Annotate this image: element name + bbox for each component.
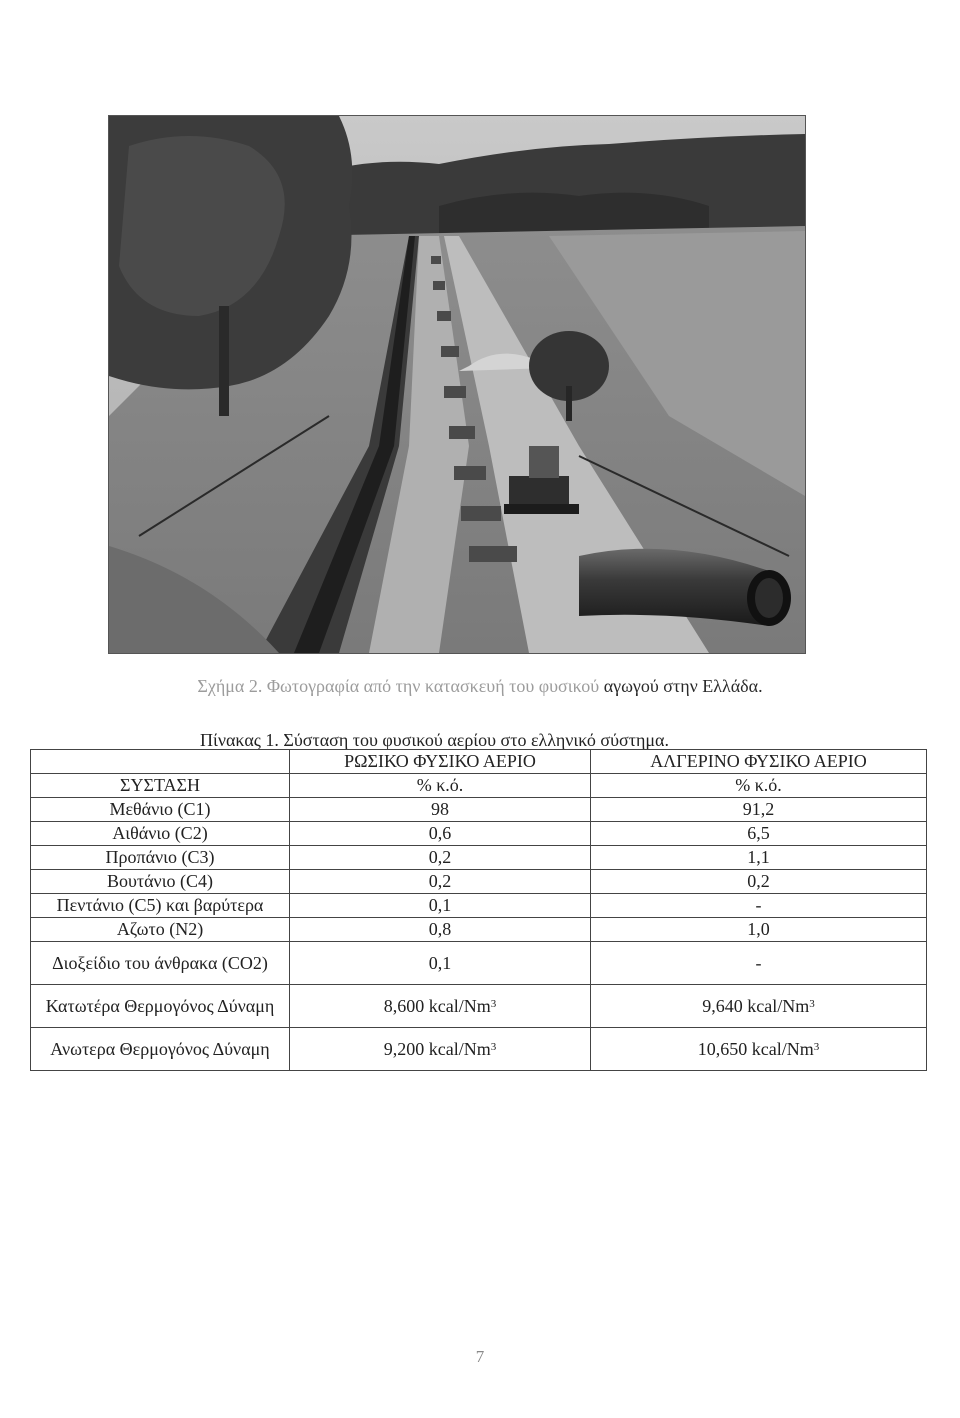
table-row <box>31 822 927 846</box>
value-text: 10,650 kcal/Nm <box>697 1038 814 1059</box>
row-russian-value: 0,2 <box>290 870 591 894</box>
row-algerian-value: 6,5 <box>591 822 927 846</box>
table-row <box>31 846 927 870</box>
subheader-cell-composition: ΣΥΣΤΑΣΗ <box>31 774 290 798</box>
table-row-lower-heating-value <box>31 985 927 1028</box>
figure-caption <box>0 676 960 697</box>
table-row <box>31 942 927 985</box>
row-algerian-value: - <box>591 894 927 918</box>
table-row <box>31 918 927 942</box>
row-label: Προπάνιο (C3) <box>31 846 290 870</box>
header-cell-algerian: ΑΛΓΕΡΙΝΟ ΦΥΣΙΚΟ ΑΕΡΙΟ <box>591 750 927 774</box>
table-title: Πίνακας 1. Σύσταση του φυσικού αερίου στο ελληνικό σύστημα. <box>200 730 669 750</box>
figure-caption-lead: Σχήμα 2. Φωτογραφία από την κατασκευή του φυσικού <box>197 676 600 696</box>
row-label: Διοξείδιο του άνθρακα (CO2) <box>31 942 290 985</box>
row-russian-value <box>290 985 591 1028</box>
row-algerian-value: - <box>591 942 927 985</box>
row-russian-value: 0,8 <box>290 918 591 942</box>
value-text: 9,640 kcal/Nm <box>702 995 810 1016</box>
subheader-cell-russian-unit: % κ.ό. <box>290 774 591 798</box>
value-text: 9,200 kcal/Nm <box>383 1038 491 1059</box>
page-number: 7 <box>475 1347 485 1366</box>
row-label: Ανωτερα Θερμογόνος Δύναμη <box>31 1028 290 1071</box>
row-algerian-value: 1,1 <box>591 846 927 870</box>
table-row-higher-heating-value <box>31 1028 927 1071</box>
gas-composition-table <box>30 749 927 1071</box>
row-russian-value: 0,1 <box>290 894 591 918</box>
table-body <box>31 750 927 1071</box>
table-row <box>31 798 927 822</box>
exponent: 3 <box>813 1040 820 1053</box>
row-label: Μεθάνιο (C1) <box>31 798 290 822</box>
row-russian-value: 0,6 <box>290 822 591 846</box>
table-row <box>31 894 927 918</box>
row-algerian-value <box>591 985 927 1028</box>
exponent: 3 <box>490 997 497 1010</box>
row-russian-value: 98 <box>290 798 591 822</box>
subheader-cell-algerian-unit: % κ.ό. <box>591 774 927 798</box>
row-russian-value <box>290 1028 591 1071</box>
row-russian-value: 0,1 <box>290 942 591 985</box>
table-header-row <box>31 750 927 774</box>
row-label: Κατωτέρα Θερμογόνος Δύναμη <box>31 985 290 1028</box>
value-text: 8,600 kcal/Nm <box>383 995 491 1016</box>
row-label: Αζωτο (N2) <box>31 918 290 942</box>
header-cell-russian: ΡΩΣΙΚΟ ΦΥΣΙΚΟ ΑΕΡΙΟ <box>290 750 591 774</box>
figure-caption-tail: αγωγού στην Ελλάδα. <box>599 676 763 696</box>
exponent: 3 <box>809 997 815 1010</box>
row-label: Βουτάνιο (C4) <box>31 870 290 894</box>
row-russian-value: 0,2 <box>290 846 591 870</box>
table-row <box>31 870 927 894</box>
row-algerian-value: 91,2 <box>591 798 927 822</box>
pipeline-construction-photo <box>108 115 806 654</box>
row-label: Πεντάνιο (C5) και βαρύτερα <box>31 894 290 918</box>
header-cell-blank <box>31 750 290 774</box>
table-subheader-row <box>31 774 927 798</box>
exponent: 3 <box>490 1040 497 1053</box>
row-algerian-value <box>591 1028 927 1071</box>
row-algerian-value: 0,2 <box>591 870 927 894</box>
row-algerian-value: 1,0 <box>591 918 927 942</box>
pipeline-photo-illustration <box>109 116 805 653</box>
row-label: Αιθάνιο (C2) <box>31 822 290 846</box>
